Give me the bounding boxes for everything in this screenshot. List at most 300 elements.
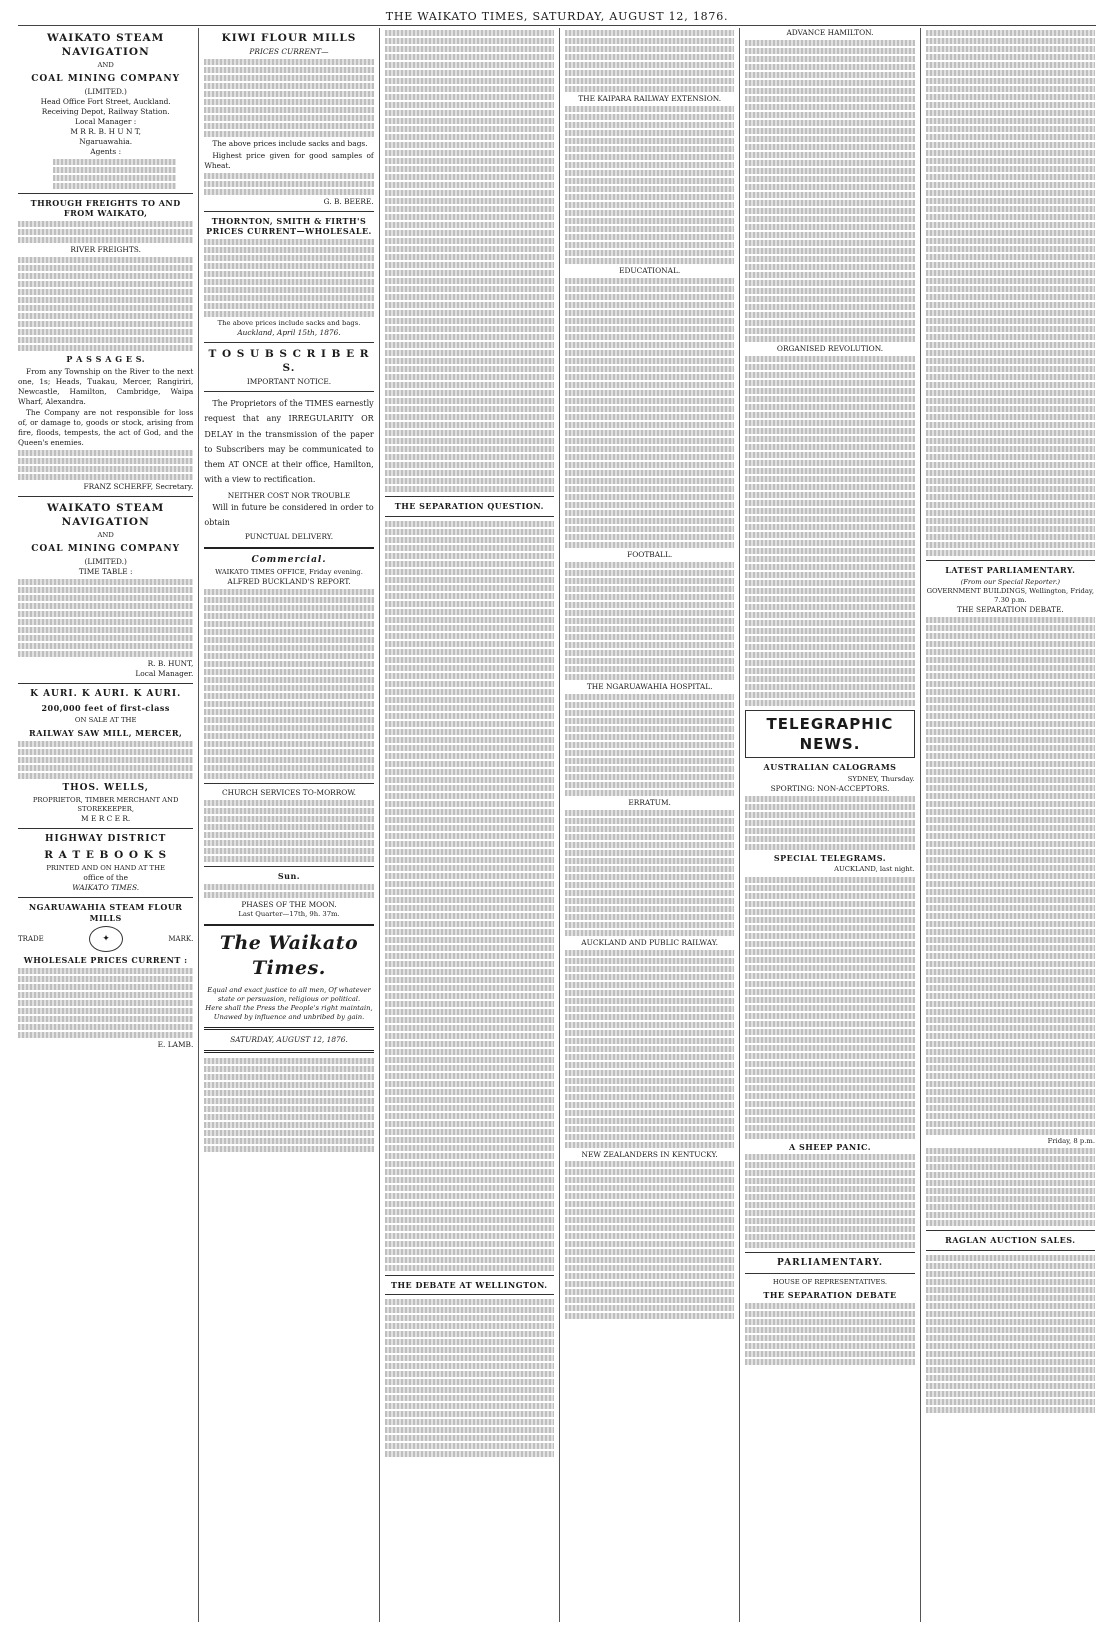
illegible-line — [926, 494, 1095, 500]
illegible-line — [926, 1121, 1095, 1127]
illegible-line — [745, 1170, 914, 1176]
illegible-line — [385, 1033, 554, 1039]
illegible-line — [385, 366, 554, 372]
illegible-line — [926, 641, 1095, 647]
illegible-line — [204, 287, 373, 293]
illegible-line — [565, 642, 734, 648]
illegible-line — [385, 1057, 554, 1063]
illegible-line — [385, 1073, 554, 1079]
column-1 — [18, 28, 198, 1622]
illegible-line — [53, 183, 176, 189]
illegible-line — [385, 1411, 554, 1417]
illegible-line — [926, 897, 1095, 903]
illegible-line — [926, 358, 1095, 364]
illegible-line — [385, 166, 554, 172]
illegible-line — [204, 271, 373, 277]
illegible-line — [385, 1145, 554, 1151]
illegible-line — [926, 46, 1095, 52]
illegible-line — [745, 280, 914, 286]
no-cost-text: Will in future be considered in order to obtain — [204, 503, 374, 527]
illegible-line — [565, 826, 734, 832]
paper-title: The Waikato Times. — [219, 931, 359, 980]
illegible-line — [565, 950, 734, 956]
illegible-line — [926, 214, 1095, 220]
illegible-line — [385, 262, 554, 268]
divider — [18, 828, 193, 829]
illegible-line — [745, 1037, 914, 1043]
illegible-line — [745, 580, 914, 586]
illegible-line — [385, 1451, 554, 1457]
illegible-line — [745, 1093, 914, 1099]
column-3 — [379, 28, 559, 1622]
illegible-line — [745, 1186, 914, 1192]
illegible-line — [745, 1154, 914, 1160]
illegible-line — [565, 486, 734, 492]
illegible-line — [385, 1153, 554, 1159]
illegible-line — [385, 1009, 554, 1015]
report-company: COAL MINING COMPANY — [31, 544, 181, 555]
illegible-line — [204, 832, 373, 838]
illegible-line — [385, 609, 554, 615]
illegible-line — [926, 198, 1095, 204]
illegible-line — [926, 62, 1095, 68]
illegible-line — [385, 126, 554, 132]
illegible-line — [565, 1078, 734, 1084]
above-prices: The above prices include sacks and bags. — [217, 319, 361, 328]
illegible-line — [385, 921, 554, 927]
illegible-line — [745, 1069, 914, 1075]
illegible-line — [926, 705, 1095, 711]
illegible-line — [565, 1086, 734, 1092]
illegible-line — [926, 246, 1095, 252]
subscribers: T O S U B S C R I B E R S. — [208, 348, 370, 375]
illegible-line — [18, 1008, 193, 1014]
illegible-line — [926, 70, 1095, 76]
illegible-line — [745, 692, 914, 698]
illegible-line — [385, 793, 554, 799]
illegible-line — [204, 131, 373, 137]
illegible-line — [385, 745, 554, 751]
illegible-line — [926, 342, 1095, 348]
illegible-line — [926, 849, 1095, 855]
illegible-line — [926, 230, 1095, 236]
illegible-line — [204, 67, 373, 73]
times-office: WAIKATO TIMES OFFICE, Friday evening. — [215, 567, 363, 576]
illegible-line — [204, 741, 373, 747]
illegible-line — [745, 104, 914, 110]
highest: Highest price given for good samples of Wheat. — [204, 150, 374, 170]
moon: PHASES OF THE MOON. — [241, 899, 337, 909]
illegible-line — [745, 1242, 914, 1248]
motto-2: Here shall the Press the People's right maintain, Unawed by influence and unbribed by gain. — [205, 1003, 373, 1021]
illegible-line — [926, 110, 1095, 116]
illegible-line — [18, 321, 193, 327]
illegible-line — [385, 633, 554, 639]
illegible-line — [926, 1351, 1095, 1357]
illegible-line — [385, 881, 554, 887]
illegible-line — [53, 159, 176, 165]
illegible-line — [385, 521, 554, 527]
divider — [926, 1250, 1095, 1251]
illegible-line — [385, 1443, 554, 1449]
illegible-line — [204, 856, 373, 862]
sporting: SPORTING: NON-ACCEPTORS. — [770, 783, 890, 793]
illegible-line — [926, 1081, 1095, 1087]
illegible-line — [385, 1185, 554, 1191]
illegible-line — [926, 1359, 1095, 1365]
masthead — [18, 8, 1096, 26]
illegible-line — [204, 645, 373, 651]
notice: IMPORTANT NOTICE. — [246, 377, 332, 387]
illegible-line — [926, 1271, 1095, 1277]
illegible-line — [926, 278, 1095, 284]
illegible-line — [926, 809, 1095, 815]
illegible-line — [385, 761, 554, 767]
illegible-line — [565, 366, 734, 372]
illegible-line — [204, 1058, 373, 1064]
illegible-line — [565, 842, 734, 848]
illegible-line — [926, 1073, 1095, 1079]
illegible-line — [926, 38, 1095, 44]
illegible-line — [204, 709, 373, 715]
illegible-line — [926, 350, 1095, 356]
illegible-line — [385, 1201, 554, 1207]
commercial: Commercial. — [251, 554, 327, 565]
illegible-line — [385, 569, 554, 575]
prices-current: PRICES CURRENT— — [249, 47, 329, 57]
illegible-line — [204, 255, 373, 261]
illegible-line — [745, 588, 914, 594]
illegible-line — [18, 992, 193, 998]
illegible-line — [565, 234, 734, 240]
illegible-line — [385, 561, 554, 567]
illegible-line — [926, 921, 1095, 927]
report-title: WAIKATO STEAM NAVIGATION — [47, 502, 165, 529]
illegible-line — [204, 669, 373, 675]
special-telegrams: SPECIAL TELEGRAMS. — [773, 852, 887, 863]
illegible-line — [745, 420, 914, 426]
illegible-line — [565, 122, 734, 128]
illegible-line — [926, 729, 1095, 735]
secretary: FRANZ SCHERFF, Secretary. — [83, 482, 194, 492]
illegible-line — [926, 1009, 1095, 1015]
illegible-line — [565, 990, 734, 996]
illegible-line — [565, 1305, 734, 1311]
illegible-line — [385, 1081, 554, 1087]
illegible-line — [385, 1217, 554, 1223]
illegible-line — [385, 841, 554, 847]
separation-heading: THE SEPARATION QUESTION. — [394, 501, 544, 511]
illegible-line — [565, 414, 734, 420]
illegible-line — [385, 134, 554, 140]
illegible-line — [565, 294, 734, 300]
illegible-line — [745, 336, 914, 342]
illegible-line — [385, 462, 554, 468]
illegible-line — [385, 961, 554, 967]
company-note: The Company are not responsible for loss of, or damage to, goods or stock, arising from fire, floods, tempests, the act of God, and the Queen's enemies. — [18, 408, 194, 448]
telegraphic-news: TELEGRAPHIC NEWS. — [745, 710, 914, 758]
illegible-line — [565, 310, 734, 316]
illegible-line — [565, 734, 734, 740]
illegible-line — [385, 30, 554, 36]
illegible-line — [565, 1297, 734, 1303]
illegible-line — [385, 1363, 554, 1369]
illegible-line — [385, 238, 554, 244]
illegible-line — [926, 977, 1095, 983]
illegible-line — [204, 1106, 373, 1112]
illegible-line — [745, 1109, 914, 1115]
illegible-line — [204, 749, 373, 755]
illegible-line — [745, 957, 914, 963]
illegible-line — [926, 206, 1095, 212]
illegible-line — [745, 200, 914, 206]
illegible-line — [565, 462, 734, 468]
illegible-line — [926, 801, 1095, 807]
illegible-line — [745, 1085, 914, 1091]
illegible-line — [385, 865, 554, 871]
illegible-line — [385, 849, 554, 855]
illegible-line — [565, 958, 734, 964]
illegible-line — [385, 358, 554, 364]
illegible-line — [565, 106, 734, 112]
illegible-line — [204, 892, 373, 898]
illegible-line — [565, 834, 734, 840]
illegible-line — [18, 976, 193, 982]
illegible-line — [745, 660, 914, 666]
illegible-line — [18, 281, 193, 287]
illegible-line — [926, 745, 1095, 751]
illegible-line — [385, 454, 554, 460]
illegible-line — [565, 906, 734, 912]
illegible-line — [18, 237, 193, 243]
illegible-line — [385, 430, 554, 436]
illegible-line — [926, 657, 1095, 663]
illegible-line — [565, 390, 734, 396]
illegible-line — [385, 486, 554, 492]
illegible-line — [565, 594, 734, 600]
steam-and: AND — [97, 61, 114, 70]
sun: Sun. — [277, 870, 301, 881]
illegible-line — [926, 1391, 1095, 1397]
illegible-line — [926, 182, 1095, 188]
illegible-line — [385, 1041, 554, 1047]
illegible-line — [926, 286, 1095, 292]
illegible-line — [926, 1295, 1095, 1301]
illegible-line — [745, 973, 914, 979]
illegible-line — [565, 446, 734, 452]
column-4 — [559, 28, 739, 1622]
illegible-line — [565, 210, 734, 216]
illegible-line — [565, 718, 734, 724]
illegible-line — [745, 564, 914, 570]
illegible-line — [926, 422, 1095, 428]
signer-beere: G. B. BEERE. — [323, 196, 374, 206]
illegible-line — [565, 1038, 734, 1044]
illegible-line — [926, 1279, 1095, 1285]
illegible-line — [18, 458, 193, 464]
illegible-line — [745, 56, 914, 62]
illegible-line — [926, 430, 1095, 436]
debate-heading: THE DEBATE AT WELLINGTON. — [391, 1279, 548, 1290]
illegible-line — [204, 589, 373, 595]
illegible-line — [18, 765, 193, 771]
illegible-line — [565, 966, 734, 972]
illegible-line — [745, 128, 914, 134]
kaipara-heading: THE KAIPARA RAILWAY EXTENSION. — [578, 94, 722, 103]
illegible-line — [745, 208, 914, 214]
divider — [745, 1273, 914, 1274]
illegible-line — [926, 969, 1095, 975]
illegible-line — [565, 494, 734, 500]
bucklands: ALFRED BUCKLAND'S REPORT. — [227, 577, 351, 587]
illegible-line — [745, 516, 914, 522]
illegible-line — [385, 1257, 554, 1263]
illegible-line — [745, 436, 914, 442]
wholesale: WHOLESALE PRICES CURRENT : — [23, 955, 188, 966]
illegible-line — [204, 884, 373, 890]
illegible-line — [565, 1046, 734, 1052]
illegible-line — [745, 628, 914, 634]
illegible-line — [204, 621, 373, 627]
illegible-line — [926, 865, 1095, 871]
illegible-line — [385, 937, 554, 943]
divider — [385, 516, 554, 517]
illegible-line — [565, 1070, 734, 1076]
illegible-line — [926, 1212, 1095, 1218]
illegible-line — [204, 840, 373, 846]
illegible-line — [745, 1162, 914, 1168]
illegible-line — [926, 1025, 1095, 1031]
illegible-line — [745, 1303, 914, 1309]
illegible-line — [18, 1024, 193, 1030]
illegible-line — [204, 757, 373, 763]
illegible-line — [565, 610, 734, 616]
illegible-line — [745, 460, 914, 466]
illegible-line — [926, 1049, 1095, 1055]
illegible-line — [565, 1257, 734, 1263]
manager-town: Ngaruawahia. — [79, 136, 133, 146]
illegible-line — [385, 993, 554, 999]
illegible-line — [204, 1082, 373, 1088]
illegible-line — [745, 1061, 914, 1067]
illegible-line — [204, 1138, 373, 1144]
illegible-line — [204, 637, 373, 643]
illegible-line — [926, 833, 1095, 839]
government-buildings: GOVERNMENT BUILDINGS, Wellington, Friday, 7.30 p.m. — [926, 586, 1095, 604]
illegible-line — [385, 1065, 554, 1071]
illegible-line — [204, 115, 373, 121]
thornton: THORNTON, SMITH & FIRTH'S PRICES CURRENT—WHOLESALE. — [206, 215, 372, 237]
illegible-line — [926, 222, 1095, 228]
illegible-line — [385, 1371, 554, 1377]
illegible-line — [385, 1113, 554, 1119]
illegible-line — [745, 404, 914, 410]
illegible-line — [926, 769, 1095, 775]
illegible-line — [926, 1367, 1095, 1373]
illegible-line — [565, 162, 734, 168]
illegible-line — [926, 1017, 1095, 1023]
football-heading: FOOTBALL. — [627, 549, 673, 559]
illegible-line — [385, 1137, 554, 1143]
manager-sign: R. B. HUNT, — [147, 659, 194, 669]
illegible-line — [53, 167, 176, 173]
educational-heading: EDUCATIONAL. — [619, 265, 681, 275]
illegible-line — [385, 1097, 554, 1103]
illegible-line — [385, 46, 554, 52]
illegible-line — [926, 254, 1095, 260]
illegible-line — [745, 444, 914, 450]
illegible-line — [204, 605, 373, 611]
illegible-line — [565, 374, 734, 380]
divider — [204, 547, 373, 549]
illegible-line — [385, 62, 554, 68]
rate-office: office of the — [83, 872, 128, 882]
agents-label: Agents : — [90, 146, 122, 156]
illegible-line — [385, 1241, 554, 1247]
illegible-line — [565, 30, 734, 36]
illegible-line — [926, 793, 1095, 799]
illegible-line — [18, 773, 193, 779]
illegible-line — [745, 909, 914, 915]
illegible-line — [565, 666, 734, 672]
illegible-line — [565, 858, 734, 864]
illegible-line — [565, 454, 734, 460]
illegible-line — [926, 1327, 1095, 1333]
illegible-line — [565, 178, 734, 184]
illegible-line — [926, 190, 1095, 196]
illegible-line — [385, 1265, 554, 1271]
illegible-line — [926, 326, 1095, 332]
illegible-line — [385, 833, 554, 839]
illegible-line — [565, 1134, 734, 1140]
illegible-line — [385, 310, 554, 316]
illegible-line — [565, 542, 734, 548]
illegible-line — [385, 230, 554, 236]
illegible-line — [745, 1005, 914, 1011]
illegible-line — [565, 710, 734, 716]
illegible-line — [565, 898, 734, 904]
illegible-line — [745, 981, 914, 987]
illegible-line — [385, 737, 554, 743]
illegible-line — [926, 1287, 1095, 1293]
illegible-line — [926, 158, 1095, 164]
church: CHURCH SERVICES TO-MORROW. — [221, 787, 357, 797]
illegible-line — [745, 836, 914, 842]
illegible-line — [385, 246, 554, 252]
illegible-line — [565, 618, 734, 624]
illegible-line — [204, 1098, 373, 1104]
illegible-line — [926, 1303, 1095, 1309]
illegible-line — [385, 398, 554, 404]
illegible-line — [385, 665, 554, 671]
illegible-line — [745, 160, 914, 166]
illegible-line — [745, 1013, 914, 1019]
illegible-line — [926, 1399, 1095, 1405]
steam-limited: (LIMITED.) — [84, 87, 127, 97]
illegible-line — [385, 905, 554, 911]
illegible-line — [18, 757, 193, 763]
illegible-line — [926, 78, 1095, 84]
illegible-line — [204, 83, 373, 89]
illegible-line — [385, 182, 554, 188]
illegible-line — [745, 80, 914, 86]
illegible-line — [745, 96, 914, 102]
illegible-line — [385, 825, 554, 831]
illegible-line — [204, 107, 373, 113]
illegible-line — [926, 262, 1095, 268]
illegible-line — [745, 168, 914, 174]
illegible-line — [926, 1129, 1095, 1135]
